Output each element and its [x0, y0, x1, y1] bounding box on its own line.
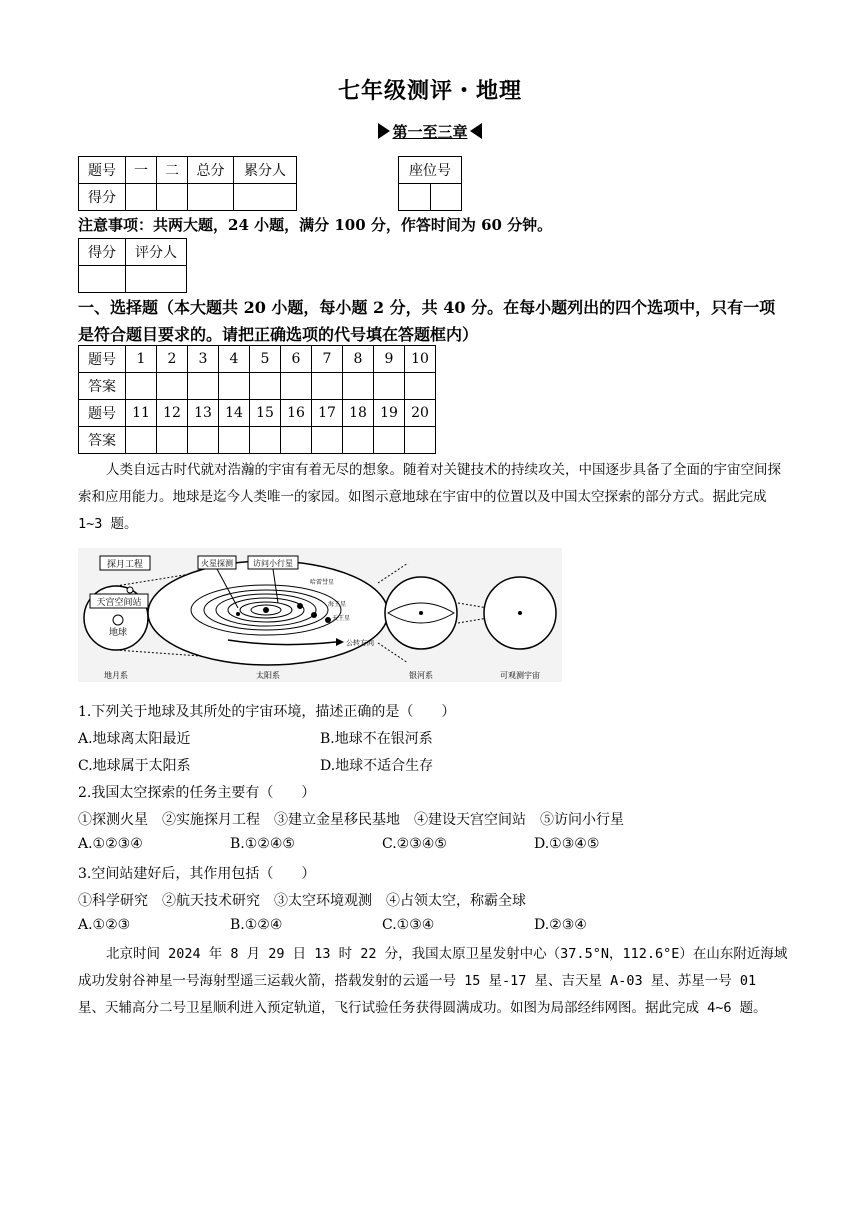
score-header-cell: 累分人 [234, 157, 297, 184]
exam-notice: 注意事项：共两大题，24 小题，满分 100 分，作答时间为 60 分钟。 [78, 216, 553, 234]
answer-cell[interactable] [157, 373, 188, 400]
answer-cell[interactable] [312, 373, 343, 400]
question-number: 13 [188, 400, 219, 427]
question-number: 19 [374, 400, 405, 427]
question-1-stem: 1.下列关于地球及其所处的宇宙环境，描述正确的是（ ） [78, 704, 456, 720]
score-cell[interactable] [126, 184, 157, 211]
chapter-label: 第一至三章 [392, 123, 468, 141]
uranus-label: 天王星 [332, 615, 351, 622]
score-row-label: 得分 [79, 184, 126, 211]
answer-cell[interactable] [405, 427, 436, 454]
q2-option-b[interactable]: B.①②④⑤ [230, 836, 295, 852]
answer-cell[interactable] [250, 427, 281, 454]
grader-name-label: 评分人 [126, 239, 187, 266]
question-3-stem: 3.空间站建好后，其作用包括（ ） [78, 866, 316, 882]
q1-option-c[interactable]: C.地球属于太阳系 [78, 758, 191, 774]
question-number: 14 [219, 400, 250, 427]
question-number-label: 题号 [79, 346, 126, 373]
answer-cell[interactable] [188, 427, 219, 454]
answer-cell[interactable] [250, 373, 281, 400]
score-header-cell: 一 [126, 157, 157, 184]
triangle-right-icon [378, 123, 390, 139]
q1-option-a[interactable]: A.地球离太阳最近 [78, 731, 191, 747]
galaxy-caption: 银河系 [409, 671, 433, 680]
grader-name-cell[interactable] [126, 266, 187, 293]
question-2-items: ①探测火星 ②实施探月工程 ③建立金星移民基地 ④建设天宫空间站 ⑤访问小行星 [78, 812, 624, 828]
question-number: 11 [126, 400, 157, 427]
answer-cell[interactable] [343, 427, 374, 454]
seat-table [398, 156, 462, 211]
passage-2: 北京时间 2024 年 8 月 29 日 13 时 22 分，我国太原卫星发射中心（37.5°N，112.6°E）在山东附近海域成功发射谷神星一号海射型遥三运载火箭，搭载发射的云遥一号 15 星-17 星、吉天星 A-03 星、苏星一号 01 星、天辅高分二号卫星顺利进入预定轨道，飞行试验任务获得圆满成功。如图为局部经纬网图。据此完成 4~6 题。 [78, 946, 788, 1016]
q3-option-c[interactable]: C.①③④ [382, 917, 435, 933]
seat-label: 座位号 [399, 157, 462, 184]
q2-option-d[interactable]: D.①③④⑤ [534, 836, 600, 852]
answer-cell[interactable] [219, 427, 250, 454]
earth-moon-caption: 地月系 [104, 671, 128, 680]
asteroid-label: 访问小行星 [253, 559, 293, 568]
neptune-label: 海王星 [328, 601, 347, 608]
q3-option-a[interactable]: A.①②③ [78, 917, 131, 933]
answer-cell[interactable] [312, 427, 343, 454]
question-number: 8 [343, 346, 374, 373]
answer-cell[interactable] [374, 427, 405, 454]
score-cell[interactable] [188, 184, 234, 211]
answer-cell[interactable] [405, 373, 436, 400]
section-heading: 一、选择题（本大题共 20 小题，每小题 2 分，共 40 分。在每小题列出的四个选项中，只有一项是符合题目要求的。请把正确选项的代号填在答题框内） [78, 298, 776, 344]
grader-score-cell[interactable] [79, 266, 126, 293]
answer-cell[interactable] [126, 427, 157, 454]
q1-option-d[interactable]: D.地球不适合生存 [320, 758, 434, 774]
score-header-cell: 二 [157, 157, 188, 184]
question-number: 9 [374, 346, 405, 373]
answer-cell[interactable] [219, 373, 250, 400]
passage-1: 人类自远古时代就对浩瀚的宇宙有着无尽的想象。随着对关键技术的持续攻关，中国逐步具备了全面的宇宙空间探索和应用能力。地球是迄今人类唯一的家园。如图示意地球在宇宙中的位置以及中国太空探索的部分方式。据此完成 1~3 题。 [78, 462, 781, 532]
seat-cell[interactable] [399, 184, 431, 211]
answer-cell[interactable] [374, 373, 405, 400]
question-number: 16 [281, 400, 312, 427]
universe-caption: 可观测宇宙 [500, 671, 540, 680]
comet-label: 哈雷彗星 [310, 579, 335, 586]
answer-cell[interactable] [281, 373, 312, 400]
answer-cell[interactable] [157, 427, 188, 454]
question-number: 18 [343, 400, 374, 427]
question-number: 6 [281, 346, 312, 373]
answer-cell[interactable] [126, 373, 157, 400]
mars-label: 火星探测 [201, 559, 233, 568]
question-number: 12 [157, 400, 188, 427]
seat-cell[interactable] [430, 184, 462, 211]
q1-option-b[interactable]: B.地球不在银河系 [320, 731, 433, 747]
q2-option-a[interactable]: A.①②③④ [78, 836, 143, 852]
answer-label: 答案 [79, 427, 126, 454]
chapter-subtitle [0, 121, 860, 142]
triangle-left-icon [470, 123, 482, 139]
score-cell[interactable] [234, 184, 297, 211]
question-number: 4 [219, 346, 250, 373]
answer-cell[interactable] [188, 373, 219, 400]
score-cell[interactable] [157, 184, 188, 211]
tiangong-label: 天宫空间站 [96, 598, 142, 608]
score-header-cell: 题号 [79, 157, 126, 184]
q2-option-c[interactable]: C.②③④⑤ [382, 836, 447, 852]
moon-project-label: 探月工程 [106, 560, 144, 570]
page-title: 七年级测评・地理 [337, 78, 522, 104]
orbit-direction-label: 公转方向 [346, 639, 374, 647]
earth-label: 地球 [108, 628, 128, 638]
grader-score-label: 得分 [79, 239, 126, 266]
score-table [78, 156, 297, 211]
question-number-label: 题号 [79, 400, 126, 427]
answer-cell[interactable] [281, 427, 312, 454]
answer-cell[interactable] [343, 373, 374, 400]
answer-label: 答案 [79, 373, 126, 400]
question-number: 10 [405, 346, 436, 373]
score-header-cell: 总分 [188, 157, 234, 184]
question-number: 1 [126, 346, 157, 373]
question-2-stem: 2.我国太空探索的任务主要有（ ） [78, 785, 316, 801]
solar-system-caption: 太阳系 [256, 671, 280, 680]
answer-table [78, 345, 436, 454]
question-number: 20 [405, 400, 436, 427]
q3-option-b[interactable]: B.①②④ [230, 917, 283, 933]
q3-option-d[interactable]: D.②③④ [534, 917, 587, 933]
question-3-items: ①科学研究 ②航天技术研究 ③太空环境观测 ④占领太空，称霸全球 [78, 893, 526, 909]
question-number: 2 [157, 346, 188, 373]
question-number: 15 [250, 400, 281, 427]
question-number: 5 [250, 346, 281, 373]
question-number: 17 [312, 400, 343, 427]
question-number: 7 [312, 346, 343, 373]
universe-figure [78, 548, 562, 682]
grader-table [78, 238, 187, 293]
question-number: 3 [188, 346, 219, 373]
